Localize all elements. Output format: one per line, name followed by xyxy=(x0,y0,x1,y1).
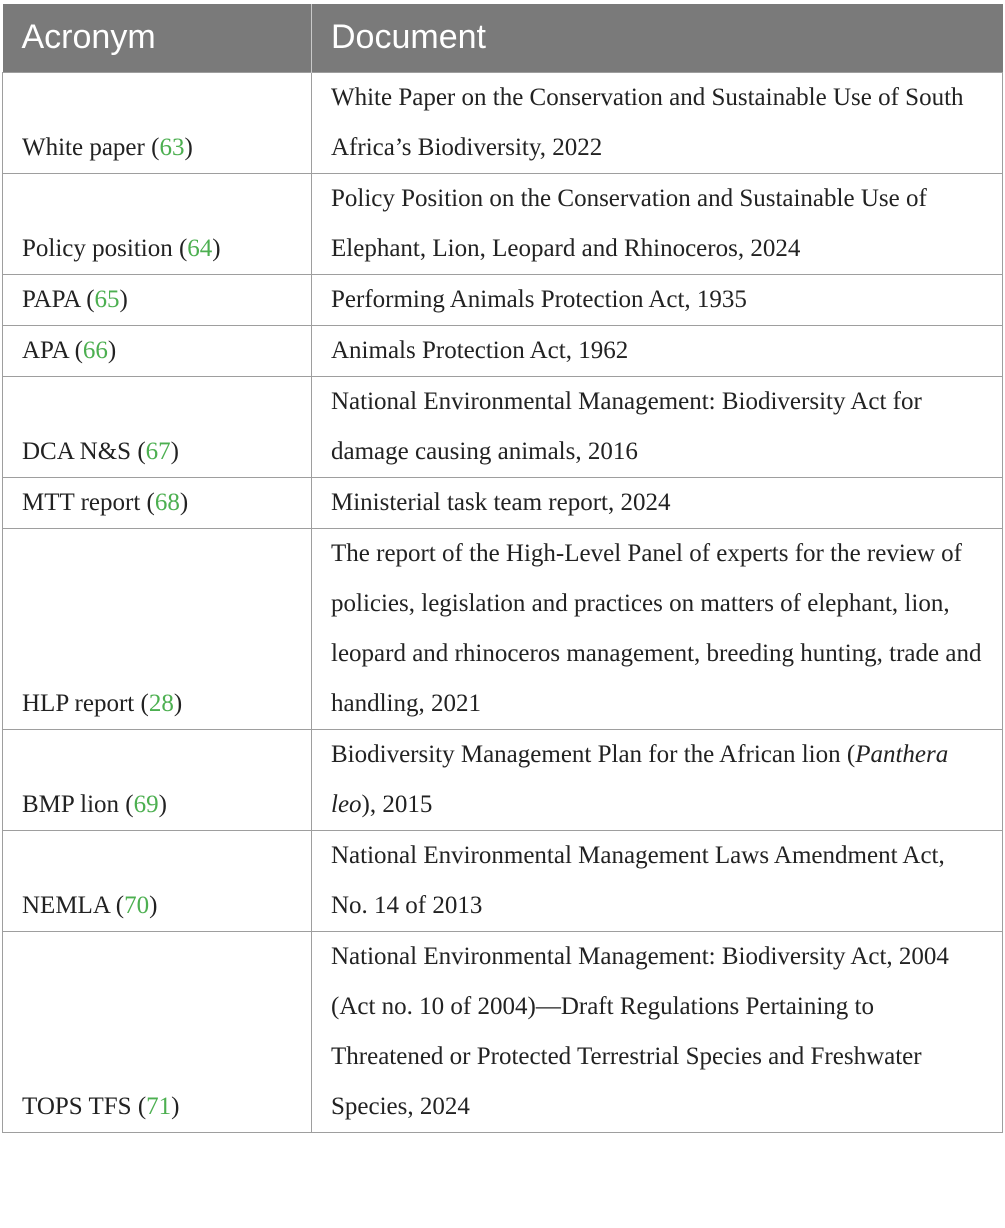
reference-link[interactable]: 64 xyxy=(187,234,213,262)
reference-link[interactable]: 28 xyxy=(148,689,174,717)
table-row xyxy=(3,931,1003,1132)
species-name: Panthera leo xyxy=(331,740,949,818)
document-cell: White Paper on the Conservation and Sustainable Use of South Africa’s Biodiversity, 2022 xyxy=(312,72,1003,173)
table-row xyxy=(3,376,1003,477)
acronym-cell: HLP report (28) xyxy=(3,528,312,729)
acronym-cell: PAPA (65) xyxy=(3,274,312,325)
document-cell: Performing Animals Protection Act, 1935 xyxy=(312,274,1003,325)
document-cell: Biodiversity Management Plan for the African lion (Panthera leo), 2015 xyxy=(312,729,1003,830)
acronym-cell: White paper (63) xyxy=(3,72,312,173)
document-cell: National Environmental Management: Biodiversity Act, 2004 (Act no. 10 of 2004)—Draft Regulations Pertaining to Threatened or Protected Terrestrial Species and Freshwater Species, 2024 xyxy=(312,931,1003,1132)
acronym-cell: APA (66) xyxy=(3,325,312,376)
table-row xyxy=(3,173,1003,274)
header-document: Document xyxy=(312,4,1003,72)
table-row xyxy=(3,477,1003,528)
reference-link[interactable]: 70 xyxy=(124,891,150,919)
reference-link[interactable]: 63 xyxy=(159,133,185,161)
document-cell: Ministerial task team report, 2024 xyxy=(312,477,1003,528)
table-row xyxy=(3,274,1003,325)
acronym-cell: DCA N&S (67) xyxy=(3,376,312,477)
header-acronym: Acronym xyxy=(3,4,312,72)
document-cell: National Environmental Management Laws Amendment Act, No. 14 of 2013 xyxy=(312,830,1003,931)
acronym-cell: TOPS TFS (71) xyxy=(3,931,312,1132)
reference-link[interactable]: 65 xyxy=(94,285,120,313)
acronym-cell: MTT report (68) xyxy=(3,477,312,528)
document-cell: National Environmental Management: Biodiversity Act for damage causing animals, 2016 xyxy=(312,376,1003,477)
document-cell: Animals Protection Act, 1962 xyxy=(312,325,1003,376)
table-row xyxy=(3,830,1003,931)
reference-link[interactable]: 66 xyxy=(82,336,108,364)
reference-link[interactable]: 71 xyxy=(146,1092,172,1120)
table-row xyxy=(3,325,1003,376)
acronym-table xyxy=(2,4,1003,1133)
acronym-cell: NEMLA (70) xyxy=(3,830,312,931)
reference-link[interactable]: 69 xyxy=(133,790,159,818)
document-cell: Policy Position on the Conservation and Sustainable Use of Elephant, Lion, Leopard and Rhinoceros, 2024 xyxy=(312,173,1003,274)
acronym-cell: Policy position (64) xyxy=(3,173,312,274)
table-header-row xyxy=(3,4,1003,72)
table-row xyxy=(3,72,1003,173)
reference-link[interactable]: 68 xyxy=(154,488,180,516)
table-row xyxy=(3,528,1003,729)
document-cell: The report of the High-Level Panel of experts for the review of policies, legislation and practices on matters of elephant, lion, leopard and rhinoceros management, breeding hunting, trade and handling, 2021 xyxy=(312,528,1003,729)
table-row xyxy=(3,729,1003,830)
reference-link[interactable]: 67 xyxy=(145,437,171,465)
acronym-cell: BMP lion (69) xyxy=(3,729,312,830)
